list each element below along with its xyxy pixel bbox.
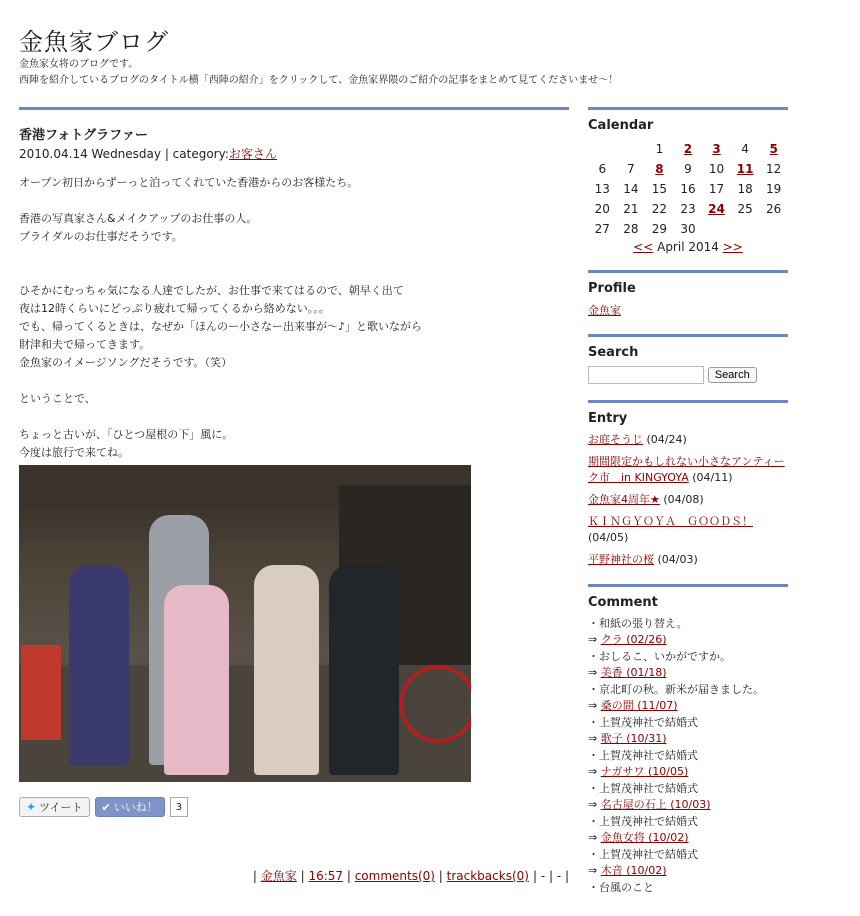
comments-link[interactable]: comments(0) [354, 869, 435, 883]
comment-author-line [588, 863, 788, 879]
post-photo [19, 465, 471, 782]
calendar-day [702, 219, 731, 239]
calendar-day: 28 [623, 222, 639, 236]
divider [588, 334, 788, 337]
like-label: いいね！ [113, 801, 158, 814]
entry-link[interactable]: 金魚家4周年★ [588, 493, 660, 506]
comment-item [588, 616, 788, 648]
comment-list [588, 616, 788, 896]
comment-author-link[interactable]: 名古屋の石上 (10/03) [600, 798, 711, 811]
profile-title: Profile [588, 281, 636, 296]
comment-post-line [588, 616, 788, 632]
entry-item [588, 492, 788, 508]
calendar-day[interactable] [702, 139, 731, 159]
post-body-line: 金魚家のイメージソングだそうです。（笑） [19, 356, 233, 369]
calendar-day: 7 [627, 162, 635, 176]
entry-list [588, 432, 788, 568]
divider [588, 584, 788, 587]
comment-post-title: おしるこ、いかがですか。 [599, 650, 731, 663]
footer-dashes: | - | - | [532, 869, 569, 883]
comment-post-line [588, 880, 788, 896]
calendar-day: 22 [651, 202, 668, 216]
comment-post-title: 上賀茂神社で結婚式 [599, 749, 698, 762]
bullet-icon: ・ [588, 815, 599, 828]
post-body-line [19, 246, 569, 264]
profile-widget [588, 270, 788, 318]
calendar-day-link[interactable]: 5 [769, 142, 778, 156]
calendar-week [588, 159, 788, 179]
search-title: Search [588, 345, 639, 360]
comment-author-link[interactable]: 桑の間 (11/07) [600, 699, 678, 712]
arrow-icon: ⇒ [588, 633, 601, 646]
check-icon: ✔ [101, 800, 111, 814]
calendar-day: 17 [708, 182, 725, 196]
bullet-icon: ・ [588, 716, 599, 729]
divider [588, 270, 788, 273]
comment-item [588, 748, 788, 780]
comment-post-title: 上賀茂神社で結婚式 [599, 815, 698, 828]
arrow-icon: ⇒ [588, 732, 601, 745]
calendar-month: April 2014 [657, 240, 719, 254]
comment-post-title: 上賀茂神社で結婚式 [599, 716, 698, 729]
sidebar [588, 107, 788, 912]
post-title: 香港フォトグラファー [19, 128, 148, 143]
post-body [19, 174, 569, 462]
bullet-icon: ・ [588, 848, 599, 861]
calendar-day: 10 [708, 162, 725, 176]
entry-date: (04/24) [643, 433, 687, 446]
post-body-line: ということで、 [19, 392, 96, 405]
comment-post-line [588, 781, 788, 797]
comment-author-line [588, 698, 788, 714]
post-body-line: 香港の写真家さん&メイクアップのお仕事の人。 [19, 212, 258, 225]
calendar-week [588, 139, 788, 159]
calendar-nav [588, 240, 788, 254]
arrow-icon: ⇒ [588, 666, 601, 679]
bullet-icon: ・ [588, 749, 599, 762]
bullet-icon: ・ [588, 650, 599, 663]
post-body-line [19, 192, 569, 210]
entry-item [588, 514, 788, 546]
post-body-line [19, 264, 569, 282]
post-body-line: ブライダルのお仕事だそうです。 [19, 230, 183, 243]
calendar-day: 29 [651, 222, 668, 236]
bullet-icon: ・ [588, 782, 599, 795]
calendar-widget [588, 107, 788, 254]
calendar-day: 9 [684, 162, 692, 176]
post-body-line: 夜は12時くらいにどっぷり疲れて帰ってくるから絡めない。。。 [19, 302, 330, 315]
comment-post-title: 上賀茂神社で結婚式 [599, 782, 698, 795]
post-body-line [19, 372, 569, 390]
comment-post-line [588, 814, 788, 830]
post-body-line: ひそかにむっちゃ気になる人達でしたが、お仕事で来てはるので、朝早く出て [19, 284, 404, 297]
twitter-bird-icon: ✦ [26, 800, 37, 814]
calendar-day: 19 [766, 182, 782, 196]
time-link[interactable]: 16:57 [308, 869, 344, 883]
post-body-line: 今度は旅行で来てね。 [19, 446, 129, 459]
calendar-day [617, 139, 646, 159]
calendar-day[interactable] [674, 139, 703, 159]
entry-date: (04/08) [659, 493, 704, 506]
comment-author-link[interactable]: 美香 (01/18) [600, 666, 667, 679]
comment-author-link[interactable]: ナガサワ (10/05) [600, 765, 689, 778]
calendar-day: 4 [741, 142, 749, 156]
comment-item [588, 715, 788, 747]
trackbacks-link[interactable]: trackbacks(0) [446, 869, 529, 883]
post-meta [19, 145, 569, 162]
calendar-day-link[interactable]: 3 [712, 142, 721, 156]
like-button[interactable] [95, 797, 165, 817]
calendar-week [588, 219, 788, 239]
entry-link[interactable]: ＫＩＮＧＹＯＹＡ ＧＯＯＤＳ！ [588, 515, 753, 528]
post-body-line: ちょっと古いが、「ひとつ屋根の下」風に。 [19, 428, 234, 441]
entry-link[interactable]: 期間限定かもしれない小さなアンティーク市 in KINGYOYA [588, 455, 785, 484]
post-footer: | 金魚家 | 16:57 | comments(0) | trackbacks(0) | - | - | [252, 869, 569, 883]
comment-author-link[interactable]: 木音 (10/02) [600, 864, 667, 877]
comment-item [588, 880, 788, 896]
comment-author-line [588, 632, 788, 648]
post-body-line: オープン初日からずーっと泊ってくれていた香港からのお客様たち。 [19, 176, 359, 189]
arrow-icon: ⇒ [588, 699, 601, 712]
category-link[interactable]: お客さん [228, 147, 277, 161]
calendar-title: Calendar [588, 118, 654, 133]
post-date: 2010.04.14 Wednesday [19, 147, 161, 161]
calendar-day: 16 [680, 182, 696, 196]
post-body-line: 財津和夫で帰ってきます。 [19, 338, 151, 351]
search-button[interactable]: Search [708, 367, 757, 383]
arrow-icon: ⇒ [588, 765, 601, 778]
entry-link[interactable]: 平野神社の桜 [588, 553, 654, 566]
main-content [19, 107, 569, 883]
tweet-label: ツイート [39, 801, 83, 814]
calendar-day[interactable] [645, 159, 674, 179]
entry-item [588, 432, 788, 448]
calendar-day-link[interactable]: 11 [736, 162, 754, 176]
arrow-icon: ⇒ [588, 798, 601, 811]
bullet-icon: ・ [588, 881, 599, 894]
category-prefix: | category: [161, 147, 229, 161]
calendar-prev-link[interactable]: << [633, 240, 654, 254]
entry-date: (04/05) [588, 531, 629, 544]
tweet-button[interactable] [19, 797, 90, 817]
comment-widget [588, 584, 788, 896]
entry-date: (04/03) [654, 553, 698, 566]
calendar-day: 13 [594, 182, 610, 196]
entry-date: (04/11) [688, 471, 733, 484]
calendar-day: 27 [594, 222, 610, 236]
calendar-week [588, 199, 788, 219]
arrow-icon: ⇒ [588, 831, 601, 844]
comment-item [588, 847, 788, 879]
calendar-day-link[interactable]: 8 [655, 162, 664, 176]
calendar-day: 15 [651, 182, 668, 196]
calendar-day [731, 219, 760, 239]
calendar-day [588, 139, 617, 159]
calendar-week [588, 179, 788, 199]
site-description-line: 西陣を紹介しているブログのタイトル横「西陣の紹介」をクリックして、金魚家界隈のご紹介の記事をまとめて見てくださいませ～！ [19, 75, 619, 86]
comment-author-line [588, 665, 788, 681]
comment-post-line [588, 649, 788, 665]
comment-author-link[interactable]: クラ (02/26) [600, 633, 667, 646]
comment-post-line [588, 847, 788, 863]
comment-post-title: 京北町の秋。新米が届きました。 [599, 683, 764, 696]
calendar-day[interactable] [702, 199, 731, 219]
divider [19, 107, 569, 110]
comment-author-link[interactable]: 金魚女将 (10/02) [600, 831, 689, 844]
comment-title: Comment [588, 595, 658, 610]
comment-post-title: 台風のこと [599, 881, 654, 894]
divider [588, 107, 788, 110]
calendar-table [588, 139, 788, 239]
calendar-day: 1 [655, 142, 664, 156]
calendar-day: 30 [680, 222, 696, 236]
profile-link[interactable]: 金魚家 [588, 304, 621, 317]
calendar-day: 21 [623, 202, 639, 216]
site-description-line: 金魚家女将のブログです。 [19, 59, 139, 70]
comment-post-line [588, 682, 788, 698]
bullet-icon: ・ [588, 617, 599, 630]
calendar-day [759, 219, 788, 239]
bullet-icon: ・ [588, 683, 599, 696]
comment-post-title: 上賀茂神社で結婚式 [599, 848, 698, 861]
author-link[interactable]: 金魚家 [260, 869, 297, 883]
social-buttons [19, 797, 188, 817]
entry-item [588, 552, 788, 568]
post-body-line [19, 408, 569, 426]
search-input[interactable] [588, 366, 704, 384]
comment-item [588, 649, 788, 681]
calendar-day: 6 [598, 162, 607, 176]
calendar-day: 12 [766, 162, 782, 176]
calendar-next-link[interactable]: >> [722, 240, 743, 254]
entry-title: Entry [588, 411, 628, 426]
calendar-day: 26 [766, 202, 782, 216]
comment-item [588, 781, 788, 813]
calendar-day: 14 [623, 182, 639, 196]
site-description [19, 57, 618, 89]
comment-author-line [588, 731, 788, 747]
comment-author-line [588, 797, 788, 813]
divider [588, 400, 788, 403]
comment-item [588, 814, 788, 846]
entry-item [588, 454, 788, 486]
search-widget [588, 334, 788, 384]
calendar-day: 18 [737, 182, 753, 196]
calendar-day[interactable] [731, 159, 760, 179]
calendar-day[interactable] [759, 139, 788, 159]
site-title[interactable]: 金魚家ブログ [19, 28, 169, 56]
calendar-day-link[interactable]: 24 [708, 202, 725, 216]
calendar-day: 23 [680, 202, 696, 216]
comment-author-line [588, 764, 788, 780]
entry-widget [588, 400, 788, 568]
comment-author-link[interactable]: 歌子 (10/31) [600, 732, 667, 745]
comment-post-line [588, 715, 788, 731]
like-count: 3 [170, 797, 188, 817]
post-body-line: でも、帰ってくるときは、なぜか「ほんのー小さなー出来事が～♪」と歌いながら [19, 320, 423, 333]
calendar-day: 20 [594, 202, 610, 216]
comment-author-line [588, 830, 788, 846]
calendar-day: 25 [737, 202, 753, 216]
calendar-day-link[interactable]: 2 [683, 142, 693, 156]
comment-item [588, 682, 788, 714]
entry-link[interactable]: お庭そうじ [588, 433, 643, 446]
comment-post-line [588, 748, 788, 764]
arrow-icon: ⇒ [588, 864, 601, 877]
comment-post-title: 和紙の張り替え。 [599, 617, 688, 630]
